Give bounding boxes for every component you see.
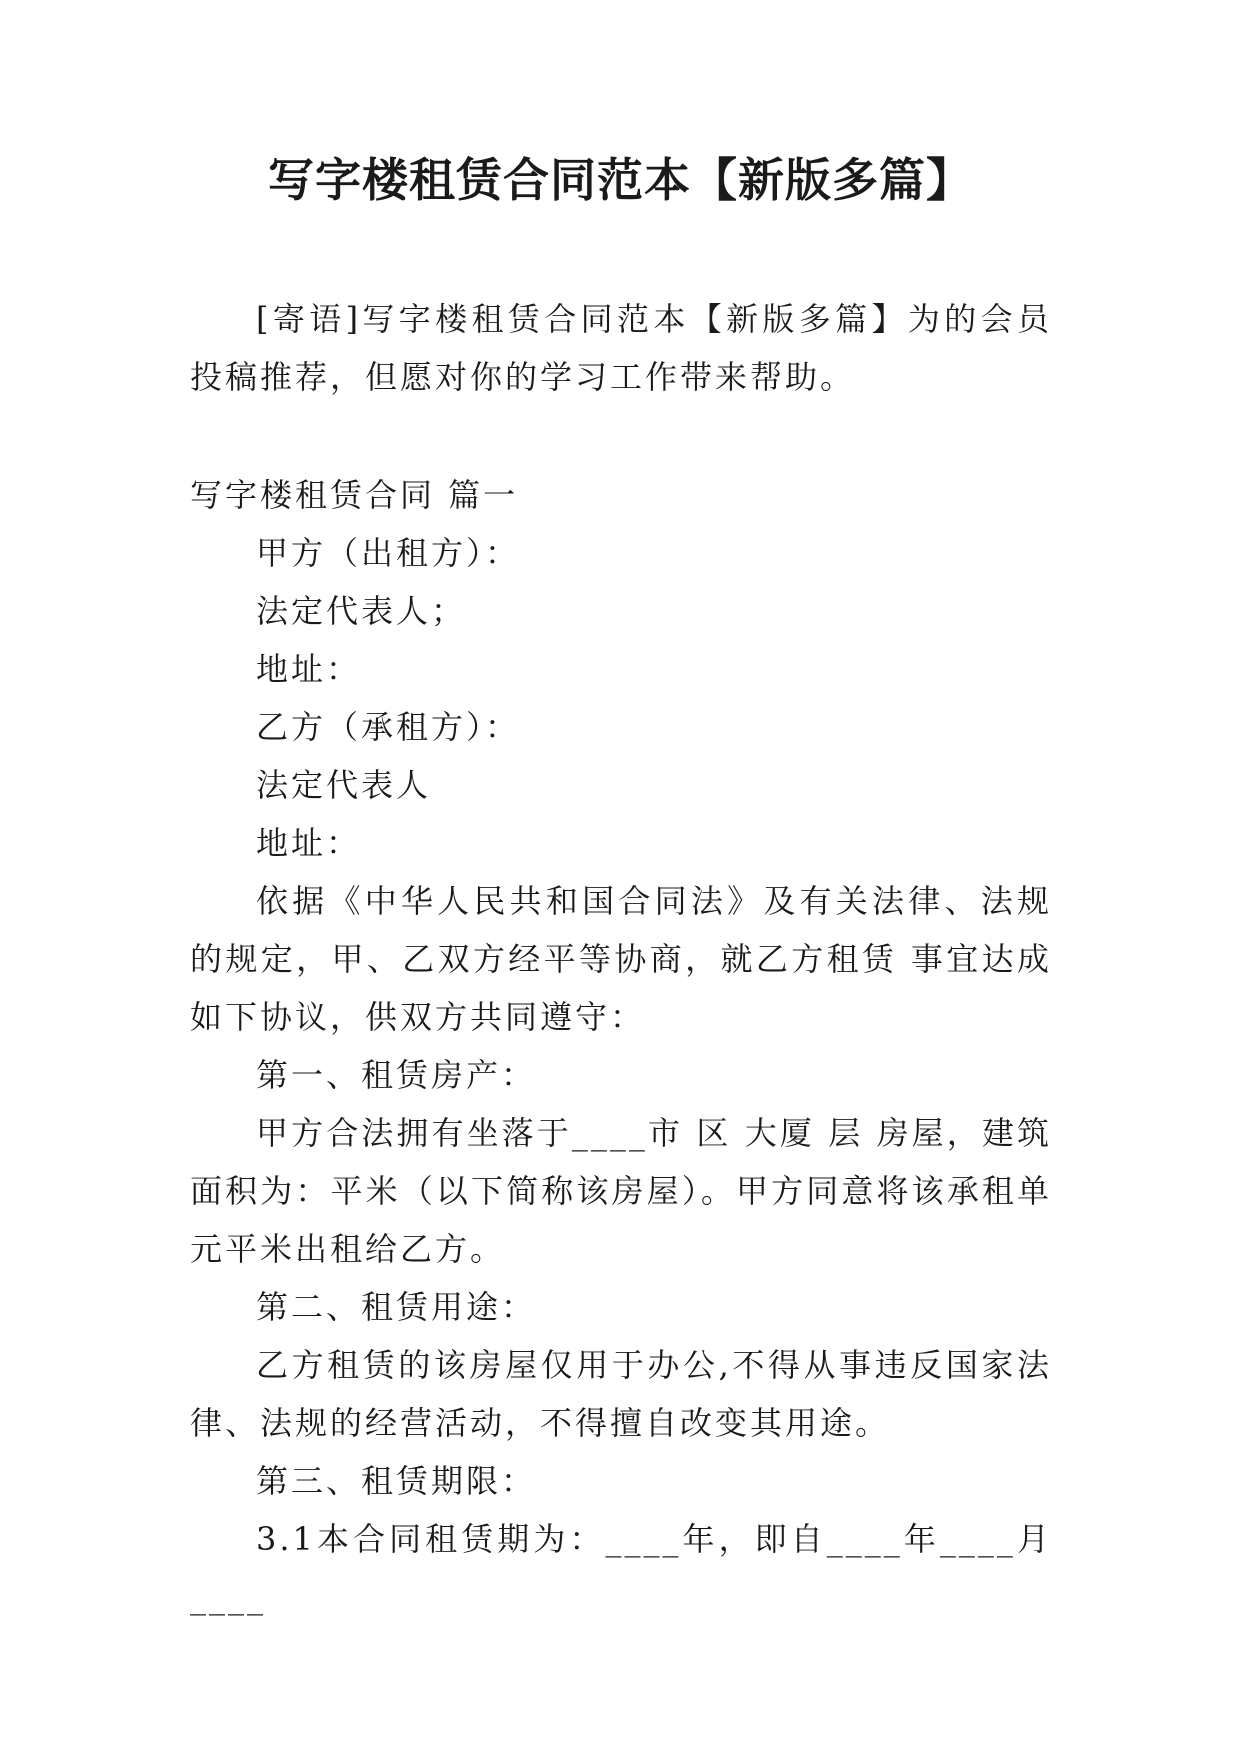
clause-2-body: 乙方租赁的该房屋仅用于办公,不得从事违反国家法律、法规的经营活动，不得擅自改变其用途。 — [190, 1346, 1052, 1442]
party-b-address: 地址： — [256, 824, 362, 862]
section-heading: 写字楼租赁合同 篇一 — [190, 476, 519, 514]
party-a-representative: 法定代表人； — [256, 592, 467, 630]
party-a-address: 地址： — [256, 650, 362, 688]
clause-1-heading: 第一、租赁房产： — [256, 1056, 537, 1094]
party-a-label: 甲方（出租方）： — [256, 534, 521, 572]
paragraph-gap — [190, 406, 1052, 466]
clause-1-body: 甲方合法拥有坐落于____市 区 大厦 层 房屋，建筑面积为：平米（以下简称该房屋）。甲方同意将该承租单元平米出租给乙方。 — [190, 1114, 1052, 1268]
document-title: 写字楼租赁合同范本【新版多篇】 — [268, 153, 973, 207]
clause-2-heading: 第二、租赁用途： — [256, 1288, 537, 1326]
party-b-representative: 法定代表人 — [256, 766, 432, 804]
clause-3-heading: 第三、租赁期限： — [256, 1462, 537, 1500]
legal-basis-paragraph: 依据《中华人民共和国合同法》及有关法律、法规的规定，甲、乙双方经平等协商，就乙方租赁 事宜达成如下协议，供双方共同遵守： — [190, 882, 1052, 1036]
document-body — [190, 290, 1052, 1626]
intro-paragraph: [寄语]写字楼租赁合同范本【新版多篇】为的会员投稿推荐，但愿对你的学习工作带来帮助。 — [190, 300, 1052, 396]
clause-3-1-body: 3.1本合同租赁期为：____年，即自____年____月____ — [190, 1520, 1052, 1616]
party-b-label: 乙方（承租方）： — [256, 708, 521, 746]
